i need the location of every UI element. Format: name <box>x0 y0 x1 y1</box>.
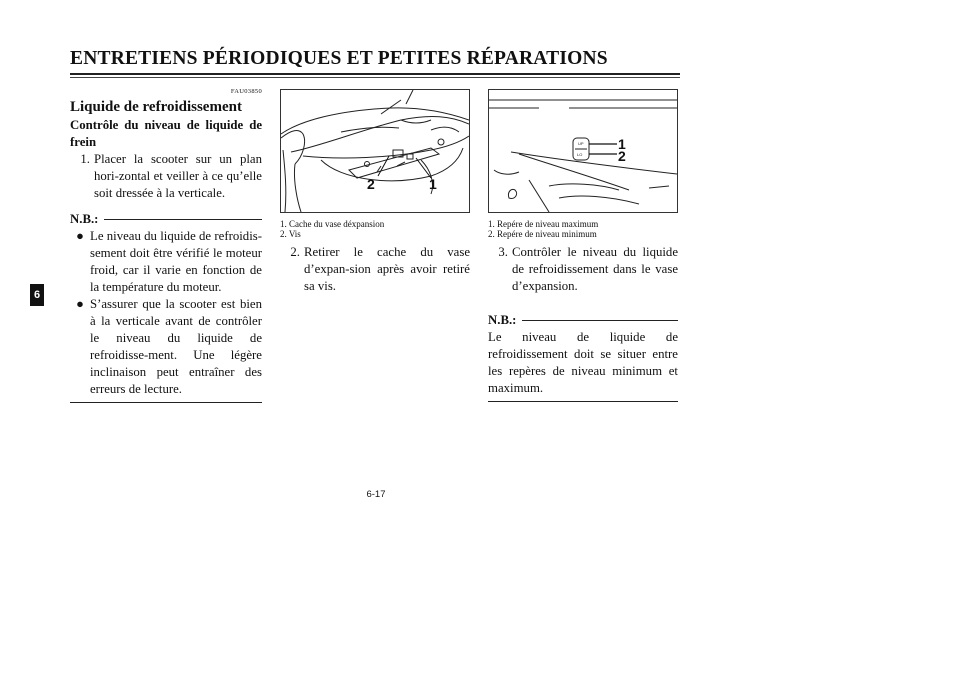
bullet-icon: ● <box>76 297 84 311</box>
note-text: Le niveau de liquide de refroidissement doit se situer entre les repères de niveau minimum et maximum. <box>488 330 678 395</box>
note-label: N.B.: <box>488 313 517 327</box>
expansion-tank-illustration <box>489 90 677 212</box>
caption-item: 2. Vis <box>280 229 301 239</box>
figure2-caption <box>488 219 598 239</box>
step-1 <box>70 151 262 202</box>
callout-2: 2 <box>618 148 626 164</box>
callout-2: 2 <box>367 176 375 192</box>
figure-expansion-cover <box>280 89 470 213</box>
caption-item: 1. Cache du vase déxpansion <box>280 219 385 229</box>
step-text: Contrôler le niveau du liquide de refroidissement dans le vase d’expansion. <box>512 245 678 293</box>
section-subtitle: Contrôle du niveau de liquide de frein <box>70 118 262 149</box>
section-code: FAU03850 <box>230 88 262 95</box>
svg-text:LO: LO <box>577 152 583 157</box>
note-heading <box>488 312 678 329</box>
bullet-text: S’assurer que la scooter est bien à la verticale avant de contrôler le niveau du liquide de refroidisse-ment. Une légère inclinaison peut entraîner des erreurs de lecture. <box>90 297 262 396</box>
step-2 <box>280 244 470 295</box>
note-rule <box>522 320 678 321</box>
section-title: Liquide de refroidissement <box>70 99 242 115</box>
note-end-rule <box>488 401 678 402</box>
note-end-rule <box>70 402 262 403</box>
page-header-title: ENTRETIENS PÉRIODIQUES ET PETITES RÉPARATIONS <box>70 48 608 69</box>
column-right <box>488 244 678 402</box>
column-left <box>70 88 262 403</box>
chapter-tab: 6 <box>30 284 44 306</box>
step-number: 2. <box>290 245 300 259</box>
callout-1: 1 <box>429 176 437 192</box>
bullet-text: Le niveau du liquide de refroidis-sement doit être vérifié le moteur froid, car il varie en fonction de la température du moteur. <box>90 229 262 294</box>
caption-item: 2. Repére de niveau minimum <box>488 229 597 239</box>
scooter-panel-illustration <box>281 90 469 212</box>
callout-1: 1 <box>618 136 626 152</box>
column-middle <box>280 244 470 295</box>
header-rule-thin <box>70 77 680 78</box>
step-number: 1. <box>80 152 90 166</box>
step-number: 3. <box>498 245 508 259</box>
note-bullet-1 <box>70 228 262 296</box>
note-rule <box>104 219 262 220</box>
header-rule <box>70 73 680 75</box>
step-3 <box>488 244 678 295</box>
note-heading <box>70 211 262 228</box>
step-text: Retirer le cache du vase d’expan-sion après avoir retiré sa vis. <box>304 245 470 293</box>
caption-item: 1. Repére de niveau maximum <box>488 219 599 229</box>
figure-level-marks <box>488 89 678 213</box>
step-text: Placer la scooter sur un plan hori-zontal et veiller à ce qu’elle soit dressée à la verticale. <box>94 152 262 200</box>
figure1-caption <box>280 219 384 239</box>
svg-text:UP: UP <box>578 141 584 146</box>
note-bullet-2 <box>70 296 262 398</box>
bullet-icon: ● <box>76 229 84 243</box>
note-label: N.B.: <box>70 212 99 226</box>
page-number: 6-17 <box>366 489 386 500</box>
